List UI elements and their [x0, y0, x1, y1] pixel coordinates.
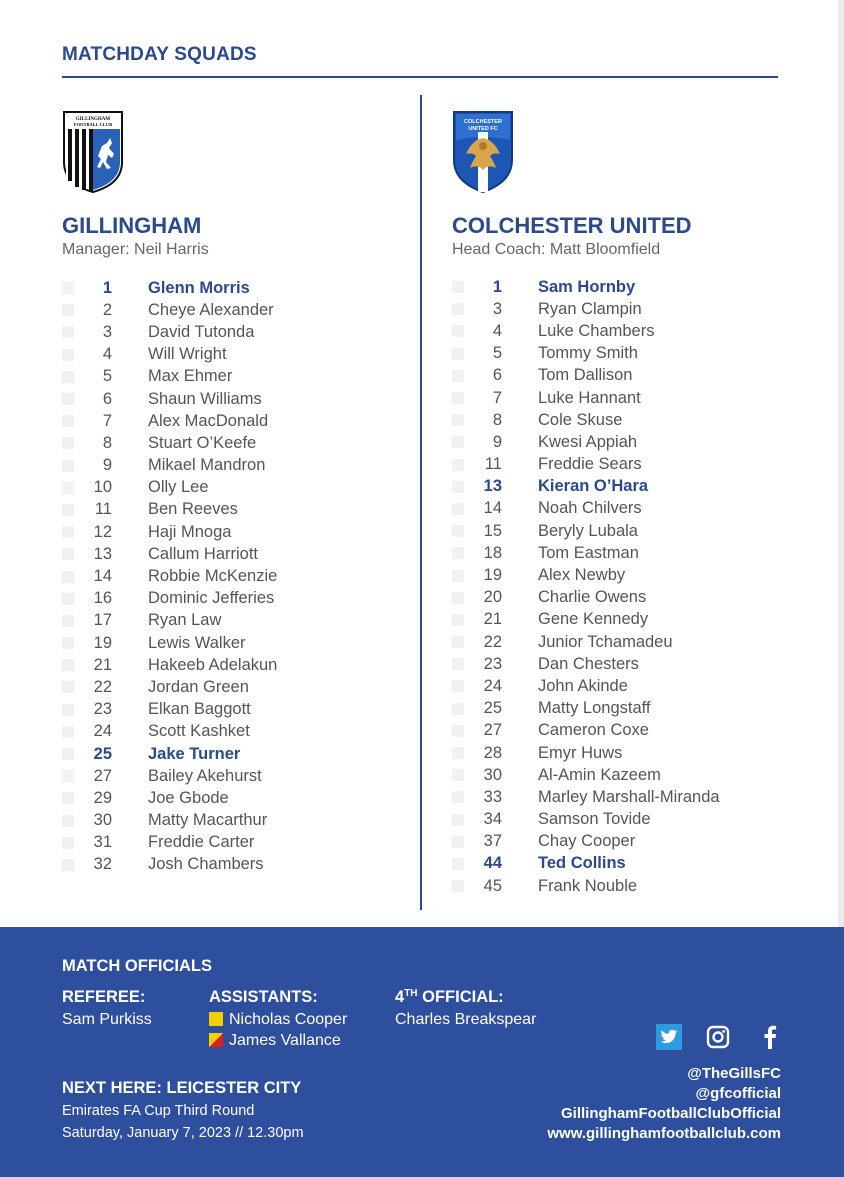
- player-name: Frank Nouble: [538, 876, 638, 895]
- player-number: 25: [93, 744, 112, 763]
- player-row: [62, 388, 277, 410]
- player-row: [452, 498, 720, 520]
- player-checkbox[interactable]: [62, 504, 74, 516]
- player-checkbox[interactable]: [62, 482, 74, 494]
- player-row: [62, 588, 277, 610]
- away-head-coach: Head Coach: Matt Bloomfield: [452, 241, 661, 258]
- player-name: Josh Chambers: [148, 855, 264, 874]
- player-row: [452, 631, 720, 653]
- player-number: 24: [483, 676, 502, 695]
- player-name: Junior Tchamadeu: [538, 632, 673, 651]
- svg-text:GILLINGHAM: GILLINGHAM: [75, 117, 111, 122]
- player-checkbox[interactable]: [452, 414, 464, 426]
- svg-text:FOOTBALL CLUB: FOOTBALL CLUB: [73, 122, 113, 127]
- player-row: [62, 676, 277, 698]
- player-number: 3: [102, 322, 112, 341]
- player-name: Jordan Green: [148, 677, 249, 696]
- svg-text:UNITED FC: UNITED FC: [468, 126, 498, 132]
- player-name: Cole Skuse: [538, 410, 623, 429]
- player-checkbox[interactable]: [62, 704, 74, 716]
- fourth-label-suffix: OFFICIAL:: [417, 988, 504, 1006]
- column-divider: [420, 95, 422, 910]
- player-number: 16: [93, 589, 112, 608]
- player-checkbox[interactable]: [62, 815, 74, 827]
- player-name: Scott Kashket: [148, 722, 250, 741]
- player-number: 9: [102, 456, 112, 475]
- footer-panel: [0, 927, 844, 1177]
- player-number: 3: [492, 299, 502, 318]
- player-number: 7: [492, 388, 502, 407]
- player-checkbox[interactable]: [62, 526, 74, 538]
- player-checkbox[interactable]: [62, 393, 74, 405]
- twitter-icon[interactable]: [656, 1024, 682, 1050]
- player-name: Elkan Baggott: [148, 700, 251, 719]
- player-checkbox[interactable]: [452, 303, 464, 315]
- player-name: Luke Chambers: [538, 321, 655, 340]
- player-number: 7: [102, 411, 112, 430]
- player-number: 30: [483, 765, 502, 784]
- player-number: 9: [492, 432, 502, 451]
- player-name: Marley Marshall-Miranda: [538, 787, 720, 806]
- player-checkbox[interactable]: [62, 304, 74, 316]
- player-row: [62, 632, 277, 654]
- yellow-flag-icon: [209, 1012, 223, 1026]
- player-name: Emyr Huws: [538, 743, 623, 762]
- player-name: Lewis Walker: [148, 633, 246, 652]
- player-name: Jake Turner: [148, 744, 241, 763]
- player-row: [452, 698, 720, 720]
- player-checkbox[interactable]: [452, 547, 464, 559]
- player-checkbox[interactable]: [452, 658, 464, 670]
- away-squad-list: [452, 276, 720, 897]
- player-checkbox[interactable]: [452, 459, 464, 471]
- player-name: Sam Hornby: [538, 277, 636, 296]
- player-checkbox[interactable]: [62, 837, 74, 849]
- player-number: 14: [483, 499, 502, 518]
- player-number: 19: [483, 566, 502, 585]
- player-name: Kieran O’Hara: [538, 477, 649, 496]
- player-checkbox[interactable]: [452, 481, 464, 493]
- player-number: 2: [102, 300, 112, 319]
- player-row: [452, 653, 720, 675]
- player-name: Chay Cooper: [538, 832, 636, 851]
- player-row: [62, 321, 277, 343]
- player-row: [452, 587, 720, 609]
- player-name: Ryan Law: [148, 611, 222, 630]
- player-number: 11: [94, 500, 112, 519]
- away-team-name: COLCHESTER UNITED: [452, 213, 692, 238]
- player-row: [452, 320, 720, 342]
- player-name: Freddie Sears: [538, 455, 642, 474]
- player-name: Al-Amin Kazeem: [538, 765, 661, 784]
- player-name: Alex Newby: [538, 566, 626, 585]
- player-number: 29: [93, 788, 112, 807]
- player-row: [62, 366, 277, 388]
- referee-name: Sam Purkiss: [62, 1011, 152, 1028]
- colchester-crest-logo: [452, 110, 514, 194]
- player-name: Freddie Carter: [148, 833, 255, 852]
- player-row: [452, 786, 720, 808]
- assistant-2-name: James Vallance: [229, 1032, 341, 1049]
- player-name: Hakeeb Adelakun: [148, 655, 278, 674]
- player-checkbox[interactable]: [452, 880, 464, 892]
- player-row: [62, 565, 277, 587]
- assistant-1: [209, 1011, 347, 1029]
- player-number: 32: [93, 855, 112, 874]
- player-checkbox[interactable]: [452, 703, 464, 715]
- player-name: Ben Reeves: [148, 500, 238, 519]
- next-match-title: NEXT HERE: LEICESTER CITY: [62, 1079, 302, 1097]
- player-row: [62, 610, 277, 632]
- player-number: 1: [102, 278, 112, 297]
- player-name: Kwesi Appiah: [538, 432, 638, 451]
- player-checkbox[interactable]: [452, 791, 464, 803]
- player-number: 25: [483, 699, 502, 718]
- player-name: Mikael Mandron: [148, 456, 266, 475]
- player-checkbox[interactable]: [62, 437, 74, 449]
- player-name: Haji Mnoga: [148, 522, 232, 541]
- website-link[interactable]: www.gillinghamfootballclub.com: [547, 1125, 781, 1142]
- player-number: 22: [93, 677, 112, 696]
- player-checkbox[interactable]: [62, 615, 74, 627]
- player-number: 13: [93, 544, 112, 563]
- player-row: [62, 787, 277, 809]
- player-row: [62, 699, 277, 721]
- player-name: Dominic Jefferies: [148, 589, 275, 608]
- facebook-icon[interactable]: [757, 1024, 783, 1050]
- player-checkbox[interactable]: [452, 614, 464, 626]
- player-checkbox[interactable]: [62, 415, 74, 427]
- player-row: [452, 564, 720, 586]
- assistant-1-name: Nicholas Cooper: [229, 1011, 348, 1028]
- player-number: 13: [483, 477, 502, 496]
- player-number: 4: [102, 345, 112, 364]
- player-number: 34: [483, 810, 502, 829]
- player-checkbox[interactable]: [452, 370, 464, 382]
- player-row: [62, 721, 277, 743]
- away-team-header: [452, 110, 792, 261]
- player-checkbox[interactable]: [62, 593, 74, 605]
- player-number: 11: [484, 455, 502, 474]
- player-checkbox[interactable]: [62, 371, 74, 383]
- player-checkbox[interactable]: [452, 814, 464, 826]
- fourth-label-prefix: 4: [395, 988, 405, 1006]
- player-number: 8: [102, 433, 112, 452]
- svg-text:COLCHESTER: COLCHESTER: [464, 119, 502, 125]
- home-team-header: [62, 110, 402, 261]
- player-name: Cameron Coxe: [538, 721, 649, 740]
- player-number: 27: [483, 721, 502, 740]
- player-name: Cheye Alexander: [148, 300, 274, 319]
- instagram-handle[interactable]: @gfcofficial: [695, 1085, 781, 1102]
- facebook-handle[interactable]: GillinghamFootballClubOfficial: [561, 1105, 781, 1122]
- player-checkbox[interactable]: [452, 836, 464, 848]
- player-row: [452, 853, 720, 875]
- player-row: [452, 476, 720, 498]
- player-row: [62, 299, 277, 321]
- player-row: [62, 344, 277, 366]
- instagram-icon[interactable]: [705, 1024, 731, 1050]
- player-row: [62, 832, 277, 854]
- player-checkbox[interactable]: [62, 792, 74, 804]
- player-row: [62, 477, 277, 499]
- page-edge: [838, 0, 844, 930]
- player-row: [452, 609, 720, 631]
- player-number: 21: [93, 655, 112, 674]
- fourth-official-label: [395, 988, 504, 1007]
- twitter-handle[interactable]: @TheGillsFC: [687, 1065, 781, 1082]
- player-checkbox[interactable]: [452, 325, 464, 337]
- player-number: 23: [93, 700, 112, 719]
- fourth-official-name: Charles Breakspear: [395, 1011, 537, 1028]
- player-number: 6: [492, 366, 502, 385]
- player-number: 33: [483, 787, 502, 806]
- player-checkbox[interactable]: [452, 592, 464, 604]
- player-number: 21: [483, 610, 502, 629]
- title-divider: [62, 76, 778, 78]
- player-name: Callum Harriott: [148, 544, 259, 563]
- player-checkbox[interactable]: [452, 858, 464, 870]
- assistants-label: ASSISTANTS:: [209, 988, 318, 1006]
- player-row: [62, 432, 277, 454]
- player-name: Tommy Smith: [538, 344, 638, 363]
- player-checkbox[interactable]: [452, 680, 464, 692]
- player-checkbox[interactable]: [62, 637, 74, 649]
- player-number: 10: [93, 478, 112, 497]
- player-number: 6: [102, 389, 112, 408]
- player-checkbox[interactable]: [452, 570, 464, 582]
- player-row: [62, 743, 277, 765]
- player-name: Glenn Morris: [148, 278, 250, 297]
- player-number: 5: [102, 367, 112, 386]
- player-row: [62, 543, 277, 565]
- player-checkbox[interactable]: [62, 571, 74, 583]
- player-row: [452, 387, 720, 409]
- player-checkbox[interactable]: [452, 525, 464, 537]
- player-row: [62, 854, 277, 876]
- player-checkbox[interactable]: [452, 769, 464, 781]
- fourth-label-sup: TH: [404, 988, 418, 999]
- player-name: Dan Chesters: [538, 654, 639, 673]
- player-number: 12: [93, 522, 112, 541]
- assistant-2: [209, 1032, 341, 1050]
- officials-title: MATCH OFFICIALS: [62, 957, 213, 975]
- player-number: 45: [483, 876, 502, 895]
- player-name: Tom Eastman: [538, 543, 639, 562]
- player-checkbox[interactable]: [62, 349, 74, 361]
- player-row: [62, 521, 277, 543]
- player-number: 30: [93, 811, 112, 830]
- referee-label: REFEREE:: [62, 988, 146, 1006]
- player-name: Samson Tovide: [538, 810, 651, 829]
- player-name: Will Wright: [148, 345, 227, 364]
- player-row: [452, 875, 720, 897]
- player-name: Robbie McKenzie: [148, 567, 278, 586]
- player-row: [452, 720, 720, 742]
- player-number: 14: [93, 567, 112, 586]
- player-checkbox[interactable]: [452, 747, 464, 759]
- page-title: MATCHDAY SQUADS: [62, 44, 257, 65]
- player-name: Ryan Clampin: [538, 299, 642, 318]
- player-row: [452, 520, 720, 542]
- player-number: 20: [483, 588, 502, 607]
- player-row: [62, 455, 277, 477]
- player-number: 37: [483, 832, 502, 851]
- player-name: Noah Chilvers: [538, 499, 642, 518]
- player-row: [452, 831, 720, 853]
- player-row: [452, 675, 720, 697]
- player-number: 15: [483, 521, 502, 540]
- player-name: Stuart O’Keefe: [148, 433, 257, 452]
- player-name: Joe Gbode: [148, 788, 229, 807]
- player-checkbox[interactable]: [62, 548, 74, 560]
- player-name: Bailey Akehurst: [148, 766, 262, 785]
- player-name: Ted Collins: [538, 854, 626, 873]
- player-name: Olly Lee: [148, 478, 209, 497]
- player-row: [452, 809, 720, 831]
- player-checkbox[interactable]: [62, 726, 74, 738]
- player-number: 1: [492, 277, 502, 296]
- player-number: 17: [93, 611, 112, 630]
- player-row: [62, 765, 277, 787]
- player-name: Matty Longstaff: [538, 699, 651, 718]
- player-name: Gene Kennedy: [538, 610, 649, 629]
- player-name: Max Ehmer: [148, 367, 233, 386]
- player-row: [452, 431, 720, 453]
- red-yellow-flag-icon: [209, 1033, 223, 1047]
- player-name: Shaun Williams: [148, 389, 262, 408]
- player-row: [452, 365, 720, 387]
- player-checkbox[interactable]: [452, 348, 464, 360]
- player-name: Beryly Lubala: [538, 521, 638, 540]
- player-number: 22: [483, 632, 502, 651]
- player-checkbox[interactable]: [452, 636, 464, 648]
- player-row: [62, 810, 277, 832]
- player-checkbox[interactable]: [452, 436, 464, 448]
- next-match-competition: Emirates FA Cup Third Round: [62, 1103, 255, 1119]
- player-checkbox[interactable]: [62, 681, 74, 693]
- player-name: Charlie Owens: [538, 588, 647, 607]
- player-number: 4: [492, 321, 502, 340]
- player-name: Matty Macarthur: [148, 811, 268, 830]
- player-checkbox[interactable]: [62, 460, 74, 472]
- player-row: [62, 654, 277, 676]
- player-number: 31: [93, 833, 112, 852]
- player-checkbox[interactable]: [452, 281, 464, 293]
- player-row: [62, 277, 277, 299]
- home-manager: Manager: Neil Harris: [62, 241, 209, 258]
- player-row: [452, 764, 720, 786]
- player-name: Alex MacDonald: [148, 411, 269, 430]
- next-match-date: Saturday, January 7, 2023 // 12.30pm: [62, 1125, 304, 1141]
- gillingham-crest-logo: [62, 110, 124, 194]
- player-name: John Akinde: [538, 676, 628, 695]
- player-number: 23: [483, 654, 502, 673]
- player-checkbox[interactable]: [62, 859, 74, 871]
- player-checkbox[interactable]: [452, 503, 464, 515]
- player-number: 24: [93, 722, 112, 741]
- player-row: [452, 742, 720, 764]
- player-number: 44: [483, 854, 502, 873]
- player-row: [452, 409, 720, 431]
- home-team-name: GILLINGHAM: [62, 213, 202, 238]
- player-number: 8: [492, 410, 502, 429]
- player-checkbox[interactable]: [62, 770, 74, 782]
- player-checkbox[interactable]: [452, 725, 464, 737]
- player-row: [62, 499, 277, 521]
- home-squad-list: [62, 277, 277, 876]
- player-checkbox[interactable]: [62, 659, 74, 671]
- player-number: 18: [483, 543, 502, 562]
- player-name: Tom Dallison: [538, 366, 633, 385]
- player-checkbox[interactable]: [62, 748, 74, 760]
- player-row: [62, 410, 277, 432]
- player-name: David Tutonda: [148, 322, 255, 341]
- player-number: 19: [93, 633, 112, 652]
- player-row: [452, 343, 720, 365]
- player-checkbox[interactable]: [62, 326, 74, 338]
- player-row: [452, 454, 720, 476]
- player-number: 27: [93, 766, 112, 785]
- player-number: 28: [483, 743, 502, 762]
- player-row: [452, 276, 720, 298]
- player-number: 5: [492, 344, 502, 363]
- player-row: [452, 542, 720, 564]
- player-name: Luke Hannant: [538, 388, 641, 407]
- player-checkbox[interactable]: [62, 282, 74, 294]
- social-handles: [547, 1064, 781, 1144]
- player-checkbox[interactable]: [452, 392, 464, 404]
- player-row: [452, 298, 720, 320]
